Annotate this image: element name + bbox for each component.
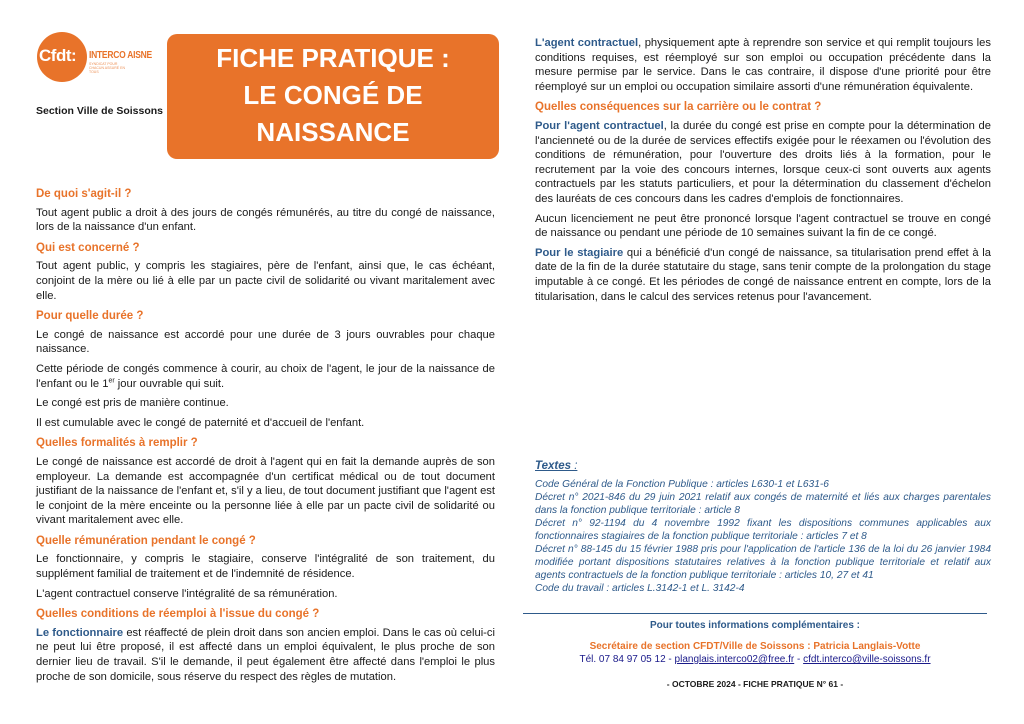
heading-duration: Pour quelle durée ? [36, 310, 144, 323]
legal-texts [535, 460, 991, 595]
logo-org: INTERCO AISNE [89, 50, 152, 61]
footer-divider [523, 613, 987, 614]
paragraph: Le congé de naissance est accordé de droit à l'agent qui en fait la demande auprès de son employeur. La demande est accompagnée d'un certificat médical ou de tout document justifiant de la naissance de l'enfant et, s'il y a lieu, de tout document justifiant que l'agent est le conjoint de la mère enceinte ou la personne liée à elle par un pacte civil de solidarité ou vivant maritalement avec elle. [36, 455, 495, 527]
paragraph: Le fonctionnaire, y compris le stagiaire, conserve l'intégralité de son traitement, du supplément familial de traitement et de l'indemnité de résidence. [36, 553, 495, 581]
right-column [535, 36, 991, 309]
paragraph: Il est cumulable avec le congé de paternité et d'accueil de l'enfant. [36, 416, 365, 429]
paragraph: L'agent contractuel conserve l'intégralité de sa rémunération. [36, 587, 338, 600]
paragraph: Tout agent public a droit à des jours de congés rémunérés, au titre du congé de naissance, lors de la naissance d'un enfant. [36, 206, 495, 234]
cfdt-logo [37, 32, 177, 82]
heading-remuneration: Quelle rémunération pendant le congé ? [36, 534, 256, 547]
email-link-1[interactable]: planglais.interco02@free.fr [674, 654, 795, 665]
heading-formalities: Quelles formalités à remplir ? [36, 437, 198, 450]
logo-subtitle: SYNDICAT POUR CHACUN ASSURÉ EN TOUS [89, 62, 125, 74]
text: Cette période de congés commence à courir, au choix de l'agent, le jour de la naissance de l'enfant ou le 1 [36, 362, 495, 390]
footer [523, 619, 987, 691]
legal-text-item: Décret n° 2021-846 du 29 juin 2021 relatif aux congés de maternité et liés aux charges parentales dans la fonction publique territoriale : article 8 [535, 492, 991, 516]
heading-consequences: Quelles conséquences sur la carrière ou le contrat ? [535, 101, 822, 114]
paragraph [535, 119, 991, 207]
bold-term: L'agent contractuel [535, 37, 639, 49]
bold-term: Pour l'agent contractuel [535, 119, 664, 132]
text: est réaffecté de plein droit dans son ancien emploi. Dans le cas où celui-ci ne peut lui être proposé, il est affecté dans un emploi équivalent, le plus proche de son dernier lieu de travail. S'il le demande, il peut également être affecté dans l'emploi le plus proche de son domicile, sous réserve du respect des règles de mutation. [36, 626, 495, 683]
page-title [167, 34, 499, 159]
heading-who: Qui est concerné ? [36, 241, 140, 254]
footer-date: - OCTOBRE 2024 - FICHE PRATIQUE N° 61 - [666, 679, 844, 689]
legal-text-item: Code Général de la Fonction Publique : articles L630-1 et L631-6 [535, 479, 829, 490]
footer-title: Pour toutes informations complémentaires : [649, 620, 861, 631]
phone: Tél. 07 84 97 05 12 - [579, 654, 675, 665]
bold-term: Le fonctionnaire [36, 626, 124, 639]
paragraph [535, 246, 991, 304]
footer-contact [523, 653, 987, 666]
legal-text-item: Code du travail : articles L.3142-1 et L. 3142-4 [535, 583, 745, 594]
heading-what: De quoi s'agit-il ? [36, 188, 132, 200]
title-line-2: LE CONGÉ DE [243, 80, 423, 110]
section-name: Section Ville de Soissons [36, 105, 164, 117]
title-text: Textes [535, 460, 572, 472]
paragraph: Le congé est pris de manière continue. [36, 397, 229, 410]
colon: : [571, 460, 578, 472]
paragraph [535, 36, 991, 94]
paragraph: Tout agent public, y compris les stagiaires, père de l'enfant, ainsi que, le cas échéant, conjoint de la mère ou lié à elle par un pacte civil de solidarité ou vivant maritalement avec elle. [36, 260, 495, 302]
superscript: er [108, 376, 115, 384]
left-column [36, 187, 495, 689]
title-line-3: NAISSANCE [256, 117, 410, 147]
email-link-2[interactable]: cfdt.interco@ville-soissons.fr [803, 654, 931, 665]
title-line-1: FICHE PRATIQUE : [216, 43, 450, 73]
paragraph [36, 362, 495, 391]
text: , la durée du congé est prise en compte pour la détermination de l'ancienneté ou de la durée de services effectifs exigée pour le réexamen ou l'évolution des conditions de rémunération, pour l'ouverture des droits liés à la formation, pour le recrutement par la voie des concours internes, lorsque ceux-ci sont ouverts aux agents contractuels par les statuts particuliers, et pour la détermination du classement d'échelon des lauréats de ces concours dans les cadres d'emplois de fonctionnaires. [535, 119, 991, 205]
text: qui a bénéficié d'un congé de naissance, sa titularisation prend effet à la date de la fin de la durée statutaire du stage, sans tenir compte de la prolongation du stage imputable à ce congé. Et les périodes de congé de naissance entrent en compte, lors de la titularisation, dans le calcul des services retenus pour l'avancement. [535, 246, 991, 303]
logo-brand: Cfdt: [39, 46, 77, 65]
heading-reemployment: Quelles conditions de réemploi à l'issue du congé ? [36, 608, 320, 621]
bold-term: Pour le stagiaire [535, 246, 624, 259]
paragraph [36, 626, 495, 684]
footer-secretary: Secrétaire de section CFDT/Ville de Soissons : Patricia Langlais-Votte [589, 641, 921, 652]
text: , physiquement apte à reprendre son service et qui remplit toujours les conditions requises, est réemployé sur son emploi ou occupation précédente dans la mesure permise par le service. Dans le cas contraire, il dispose d'une priorité pour être réemployé sur un emploi ou occupation similaire assorti d'une rémunération équivalente. [535, 37, 991, 93]
separator: - [794, 654, 804, 665]
legal-text-item: Décret n° 88-145 du 15 février 1988 pris pour l'application de l'article 136 de la loi du 26 janvier 1984 modifiée portant dispositions statutaires relatives à la fonction publique territoriale et relatif aux agents contractuels de la fonction publique territoriale : articles 10, 27 et 41 [535, 544, 991, 581]
legal-texts-title [535, 460, 991, 473]
paragraph: Aucun licenciement ne peut être prononcé lorsque l'agent contractuel se trouve en congé de naissance ou pendant une période de 10 semaines suivant la fin de ce congé. [535, 212, 991, 240]
text: jour ouvrable qui suit. [114, 377, 225, 390]
paragraph: Le congé de naissance est accordé pour une durée de 3 jours ouvrables pour chaque naissance. [36, 328, 495, 356]
legal-text-item: Décret n° 92-1194 du 4 novembre 1992 fixant les dispositions communes applicables aux fonctionnaires stagiaires de la fonction publique territoriale : articles 7 et 8 [535, 518, 991, 542]
